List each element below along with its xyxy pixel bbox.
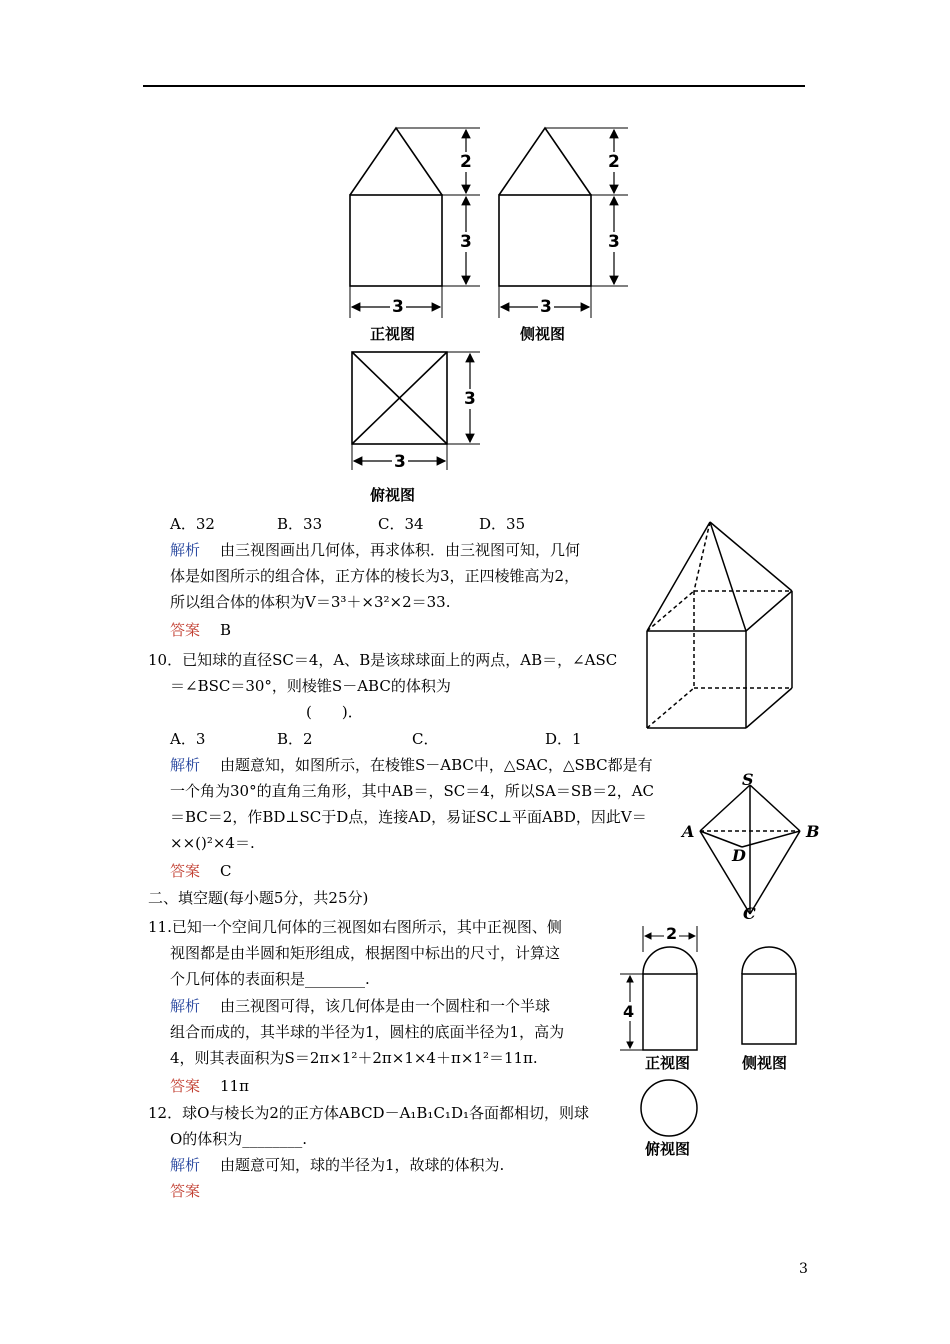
analysis-line: 由三视图可得，该几何体是由一个圆柱和一个半球 xyxy=(220,997,551,1015)
analysis-label: 解析 xyxy=(170,756,201,774)
answer-label: 答案 xyxy=(170,621,201,639)
dim-label: 2 xyxy=(608,152,620,172)
analysis-line: ××()²×4＝. xyxy=(170,834,255,852)
analysis-line: 所以组合体的体积为V＝3³＋×3²×2＝33. xyxy=(170,593,451,611)
page-number: 3 xyxy=(799,1261,808,1277)
question-12-line: 12．球O与棱长为2的正方体ABCD－A₁B₁C₁D₁各面都相切，则球 xyxy=(148,1104,589,1122)
dim-label: 4 xyxy=(623,1002,635,1021)
front-view-label: 正视图 xyxy=(645,1054,691,1072)
answer-label: 答案 xyxy=(170,1182,201,1200)
dim-label: 3 xyxy=(464,389,476,409)
option-b: B．33 xyxy=(277,515,323,533)
analysis-line: 4，则其表面积为S＝2π×1²＋2π×1×4＋π×1²＝11π. xyxy=(170,1049,538,1067)
question-12-line: O的体积为________. xyxy=(170,1130,308,1148)
vertex-label-d: D xyxy=(732,846,746,865)
question-11-line: 个几何体的表面积是________. xyxy=(170,970,370,988)
analysis-line: 体是如图所示的组合体，正方体的棱长为3，正四棱锥高为2， xyxy=(170,567,580,585)
option-c: C．34 xyxy=(378,515,424,533)
analysis-line: 由题意知，如图所示，在棱锥S－ABC中，△SAC，△SBC都是有 xyxy=(220,756,653,774)
three-view-figure-q9 xyxy=(330,118,650,508)
vertex-label-c: C xyxy=(743,904,756,923)
top-view xyxy=(352,352,480,470)
dim-label: 3 xyxy=(608,232,620,252)
dim-label: 3 xyxy=(460,232,472,252)
option-a: A．3 xyxy=(170,730,206,748)
analysis-line: ＝BC＝2，作BD⊥SC于D点，连接AD，易证SC⊥平面ABD，因此V＝ xyxy=(170,808,647,826)
answer-label: 答案 xyxy=(170,1077,201,1095)
side-view-label: 侧视图 xyxy=(742,1054,788,1072)
answer-value: 11π xyxy=(220,1077,249,1095)
dim-label: 3 xyxy=(392,297,404,317)
top-rule xyxy=(143,85,805,87)
question-11-line: 11.已知一个空间几何体的三视图如右图所示，其中正视图、侧 xyxy=(148,918,562,936)
front-view-label: 正视图 xyxy=(370,325,416,343)
question-10-line: 10．已知球的直径SC＝4，A、B是该球球面上的两点，AB＝，∠ASC xyxy=(148,651,618,669)
option-a: A．32 xyxy=(170,515,215,533)
top-view-label: 俯视图 xyxy=(645,1140,691,1158)
analysis-label: 解析 xyxy=(170,541,201,559)
vertex-label-a: A xyxy=(682,822,695,841)
section-heading: 二、填空题(每小题5分，共25分) xyxy=(148,889,369,907)
question-11-line: 视图都是由半圆和矩形组成，根据图中标出的尺寸，计算这 xyxy=(170,944,561,962)
tetrahedron-figure xyxy=(680,770,825,923)
analysis-line: 由题意可知，球的半径为1，故球的体积为. xyxy=(220,1156,505,1174)
option-b: B．2 xyxy=(277,730,313,748)
option-d: D．1 xyxy=(545,730,582,748)
side-view-label: 侧视图 xyxy=(520,325,566,343)
dim-label: 2 xyxy=(460,152,472,172)
answer-value: B xyxy=(220,621,232,639)
analysis-label: 解析 xyxy=(170,997,201,1015)
answer-label: 答案 xyxy=(170,862,201,880)
dim-label: 3 xyxy=(394,452,406,472)
option-d: D．35 xyxy=(479,515,526,533)
vertex-label-b: B xyxy=(806,822,820,841)
vertex-label-s: S xyxy=(742,770,754,789)
analysis-label: 解析 xyxy=(170,1156,201,1174)
composite-solid-figure xyxy=(640,520,800,735)
top-view-label: 俯视图 xyxy=(370,486,416,504)
analysis-line: 由三视图画出几何体，再求体积．由三视图可知，几何 xyxy=(220,541,581,559)
analysis-line: 组合而成的，其半球的半径为1，圆柱的底面半径为1，高为 xyxy=(170,1023,565,1041)
answer-value: C xyxy=(220,862,232,880)
analysis-line: 一个角为30°的直角三角形，其中AB＝，SC＝4，所以SA＝SB＝2，AC xyxy=(170,782,655,800)
question-10-line: ＝∠BSC＝30°，则棱锥S－ABC的体积为 xyxy=(170,677,451,695)
three-view-figure-q11 xyxy=(618,922,808,1122)
option-c: C． xyxy=(412,730,439,748)
dim-label: 3 xyxy=(540,297,552,317)
dim-label: 2 xyxy=(666,924,678,943)
question-10-bracket: ( )． xyxy=(306,703,363,721)
